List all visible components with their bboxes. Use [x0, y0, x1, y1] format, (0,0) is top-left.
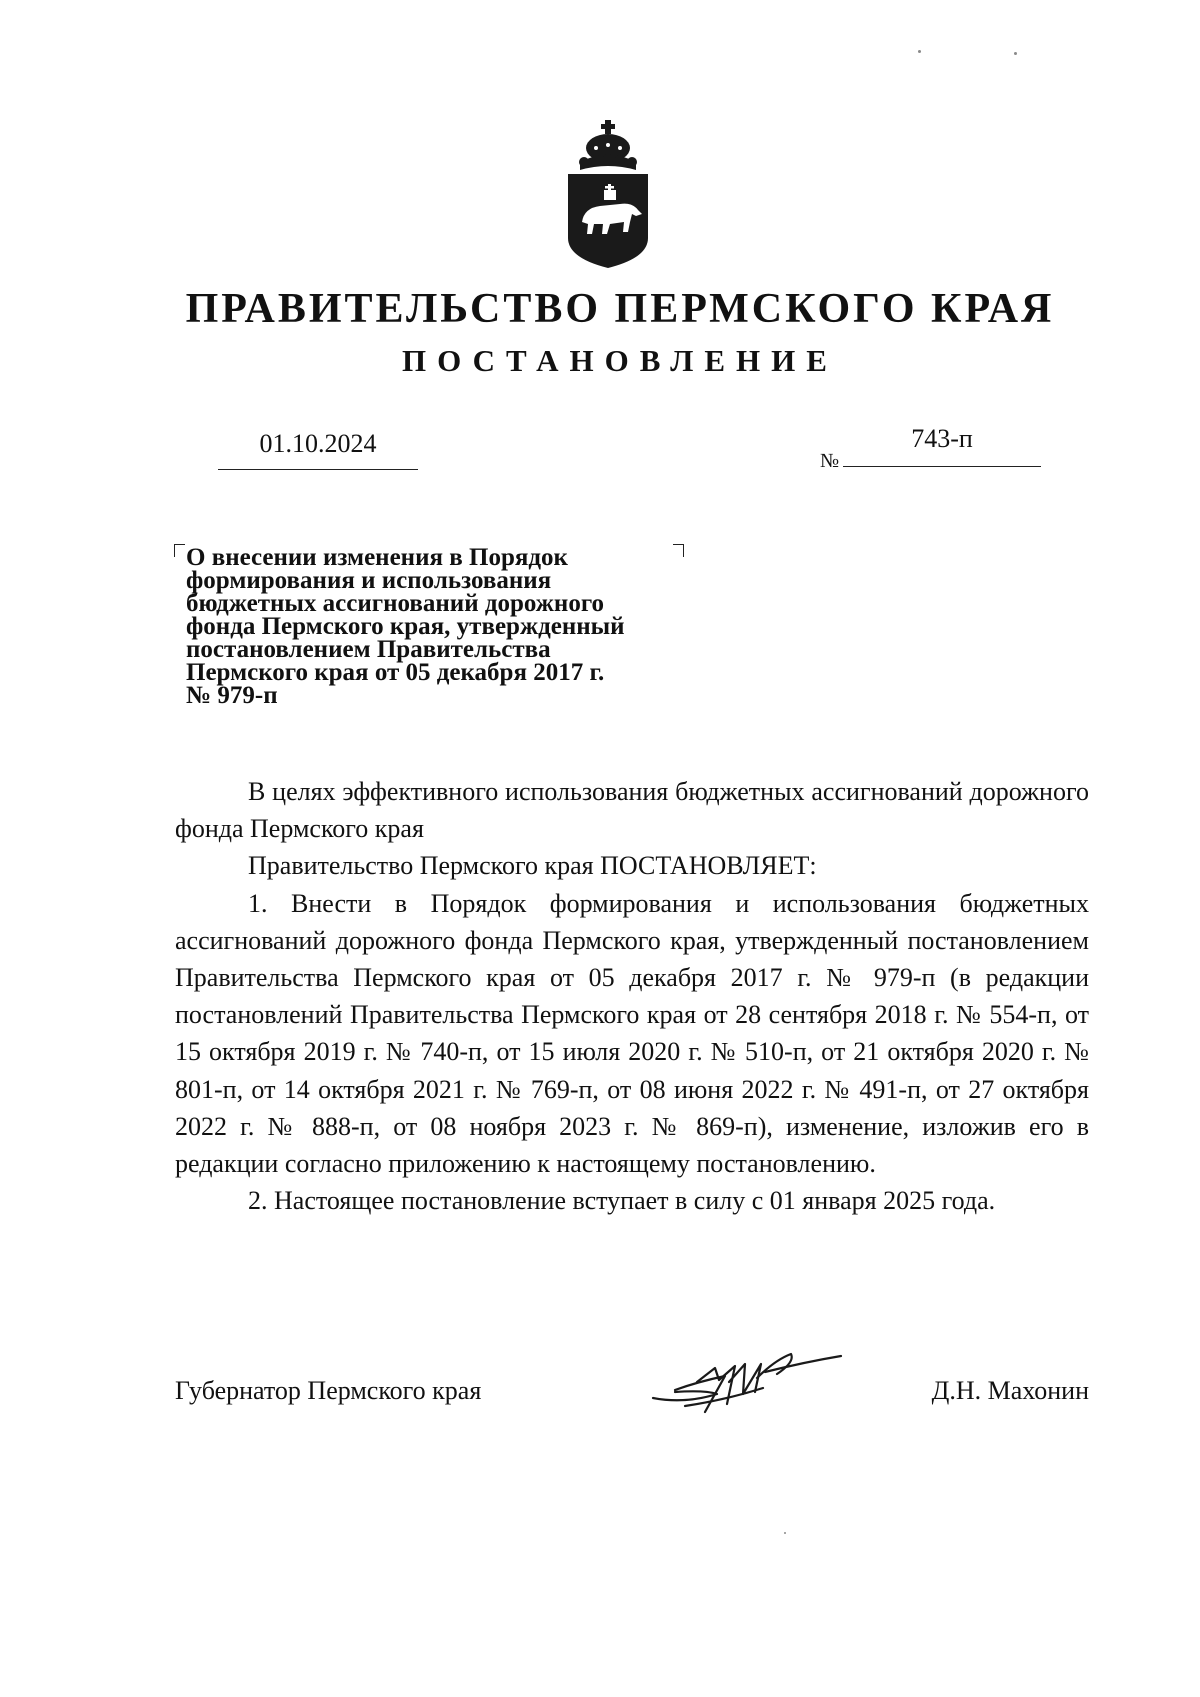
subject-line: формирования и использования [186, 567, 552, 594]
item-1-paragraph: 1. Внести в Порядок формирования и использования бюджетных ассигнований дорожного фонда Пермского края, утвержденный постановлением Правительства Пермского края от 05 декабря 2017 г. № 979-п (в редакции постановлений Правительства Пермского края от 28 сентября 2018 г. № 554-п, от 15 октября 2019 г. № 740-п, от 15 июля 2020 г. № 510-п, от 21 октября 2020 г. № 801-п, от 14 октября 2021 г. № 769-п, от 08 июня 2022 г. № 491-п, от 27 октября 2022 г. № 888-п, от 08 ноября 2023 г. № 869-п), изменение, изложив его в редакции согласно приложению к настоящему постановлению. [175, 888, 1089, 1179]
handwritten-signature-icon [645, 1342, 855, 1422]
document-type: ПОСТАНОВЛЕНИЕ [402, 343, 838, 378]
item-2-paragraph: 2. Настоящее постановление вступает в силу с 01 января 2025 года. [248, 1186, 996, 1216]
subject-line: Пермского края от 05 декабря 2017 г. [186, 659, 605, 686]
signature-block [175, 1376, 1089, 1436]
scan-speck [918, 50, 921, 53]
document-number: 743-п [911, 424, 973, 453]
preamble-paragraph: В целях эффективного использования бюджетных ассигнований дорожного фонда Пермского края [175, 777, 1089, 844]
document-date-field [218, 425, 418, 470]
document-subject [186, 546, 706, 707]
subject-line: О внесении изменения в Порядок [186, 544, 568, 571]
subject-corner-left [174, 544, 185, 557]
perm-krai-coat-of-arms-icon [562, 118, 654, 270]
document-number-field [843, 422, 1041, 467]
signer-name: Д.Н. Махонин [931, 1376, 1089, 1405]
scan-speck [784, 1532, 786, 1534]
decree-formula: Правительство Пермского края ПОСТАНОВЛЯЕТ: [248, 851, 817, 881]
subject-line: постановлением Правительства [186, 636, 551, 663]
subject-line: бюджетных ассигнований дорожного [186, 590, 605, 617]
signer-title: Губернатор Пермского края [175, 1376, 482, 1405]
document-body [175, 773, 1089, 1219]
government-title: ПРАВИТЕЛЬСТВО ПЕРМСКОГО КРАЯ [185, 286, 1055, 332]
document-date: 01.10.2024 [259, 429, 377, 458]
scan-speck [1014, 52, 1017, 55]
subject-line: № 979-п [186, 682, 278, 709]
subject-line: фонда Пермского края, утвержденный [186, 613, 625, 640]
number-sign: № [820, 450, 840, 472]
